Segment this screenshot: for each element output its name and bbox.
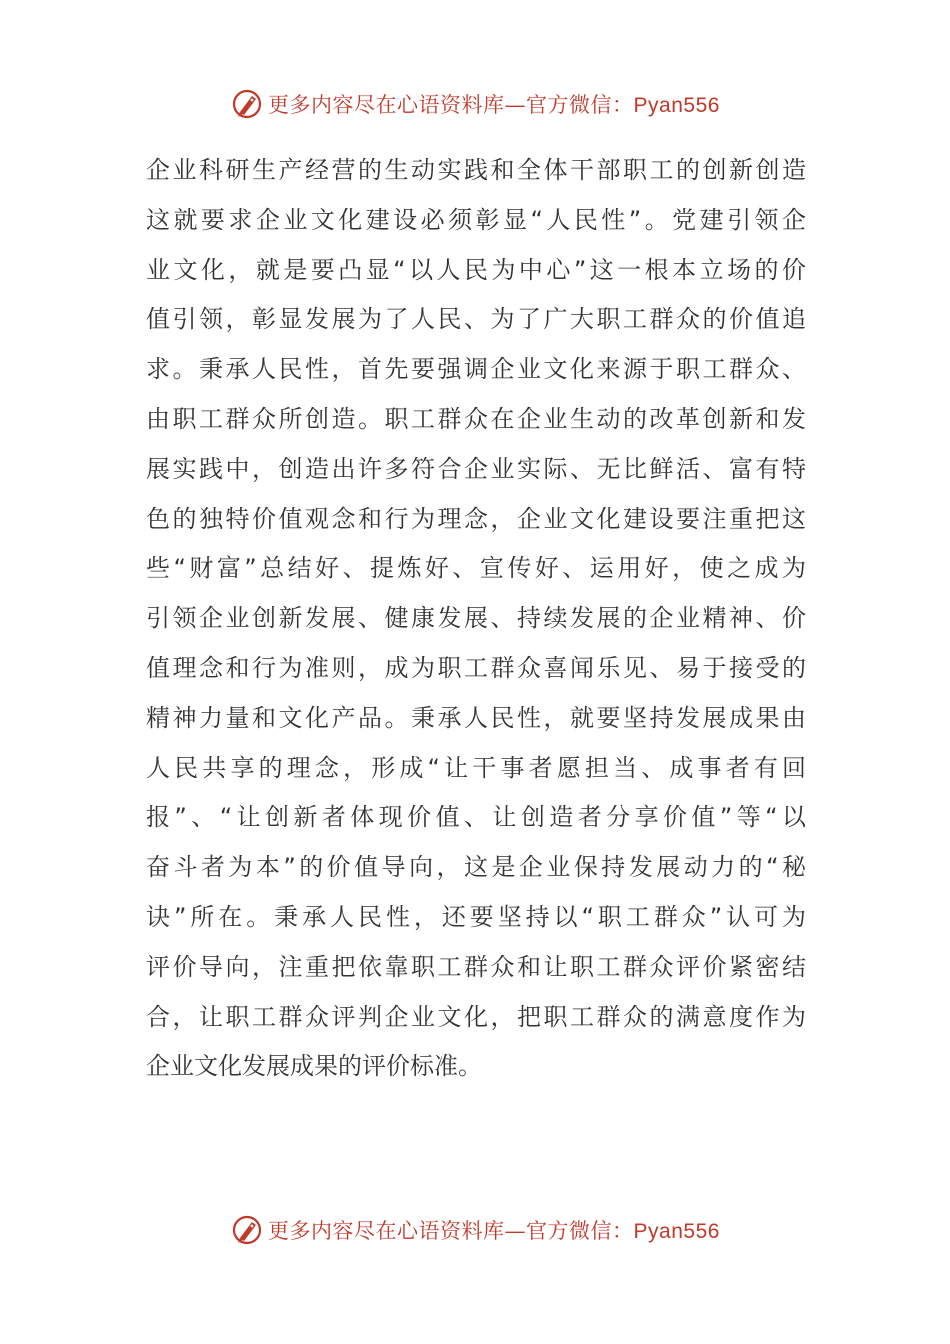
paragraph-line: 值引领，彰显发展为了人民、为了广大职工群众的价值追 — [146, 305, 806, 334]
footer-banner — [0, 1212, 950, 1248]
paragraph-line: 色的独特价值观念和行为理念，企业文化建设要注重把这 — [146, 504, 806, 533]
pen-nib-circle-icon — [230, 87, 264, 121]
footer-banner-text — [268, 1215, 720, 1245]
paragraph-line: 由职工群众所创造。职工群众在企业生动的改革创新和发 — [146, 404, 806, 433]
paragraph-line: 企业科研生产经营的生动实践和全体干部职工的创新创造 — [146, 156, 806, 184]
paragraph-line: 业文化，就是要凸显“以人民为中心”这一根本立场的价 — [146, 255, 806, 284]
paragraph-line: 奋斗者为本”的价值导向，这是企业保持发展动力的“秘 — [146, 853, 806, 882]
footer-brand-text: 更多内容尽在心语资料库 — [268, 1219, 505, 1243]
paragraph-line: 展实践中，创造出许多符合企业实际、无比鲜活、富有特 — [146, 454, 806, 483]
header-brand-text: 更多内容尽在心语资料库 — [268, 93, 505, 117]
paragraph-line: 些“财富”总结好、提炼好、宣传好、运用好，使之成为 — [146, 554, 806, 583]
paragraph-line: 这就要求企业文化建设必须彰显“人民性”。党建引领企 — [146, 205, 806, 234]
paragraph-line: 值理念和行为准则，成为职工群众喜闻乐见、易于接受的 — [146, 653, 806, 682]
paragraph-line: 报”、“让创新者体现价值、让创造者分享价值”等“以 — [146, 803, 806, 832]
paragraph-line: 企业文化发展成果的评价标准。 — [146, 1052, 482, 1081]
paragraph-line: 评价导向，注重把依靠职工群众和让职工群众评价紧密结 — [146, 952, 806, 981]
header-wechat-text: 官方微信：Pyan556 — [526, 94, 720, 117]
paragraph-line: 引领企业创新发展、健康发展、持续发展的企业精神、价 — [146, 604, 806, 633]
header-separator: — — [504, 93, 527, 117]
header-banner — [0, 86, 950, 122]
paragraph-line: 精神力量和文化产品。秉承人民性，就要坚持发展成果由 — [146, 703, 806, 732]
paragraph-line: 合，让职工群众评判企业文化，把职工群众的满意度作为 — [146, 1002, 806, 1031]
paragraph-line: 诀”所在。秉承人民性，还要坚持以“职工群众”认可为 — [146, 902, 806, 931]
footer-separator: — — [504, 1219, 527, 1243]
header-banner-text — [268, 89, 720, 119]
paragraph-line: 求。秉承人民性，首先要强调企业文化来源于职工群众、 — [146, 355, 806, 384]
pen-nib-circle-icon — [230, 1213, 264, 1247]
footer-wechat-text: 官方微信：Pyan556 — [526, 1220, 720, 1243]
body-paragraph — [146, 146, 806, 1092]
paragraph-line: 人民共享的理念，形成“让干事者愿担当、成事者有回 — [146, 753, 806, 782]
